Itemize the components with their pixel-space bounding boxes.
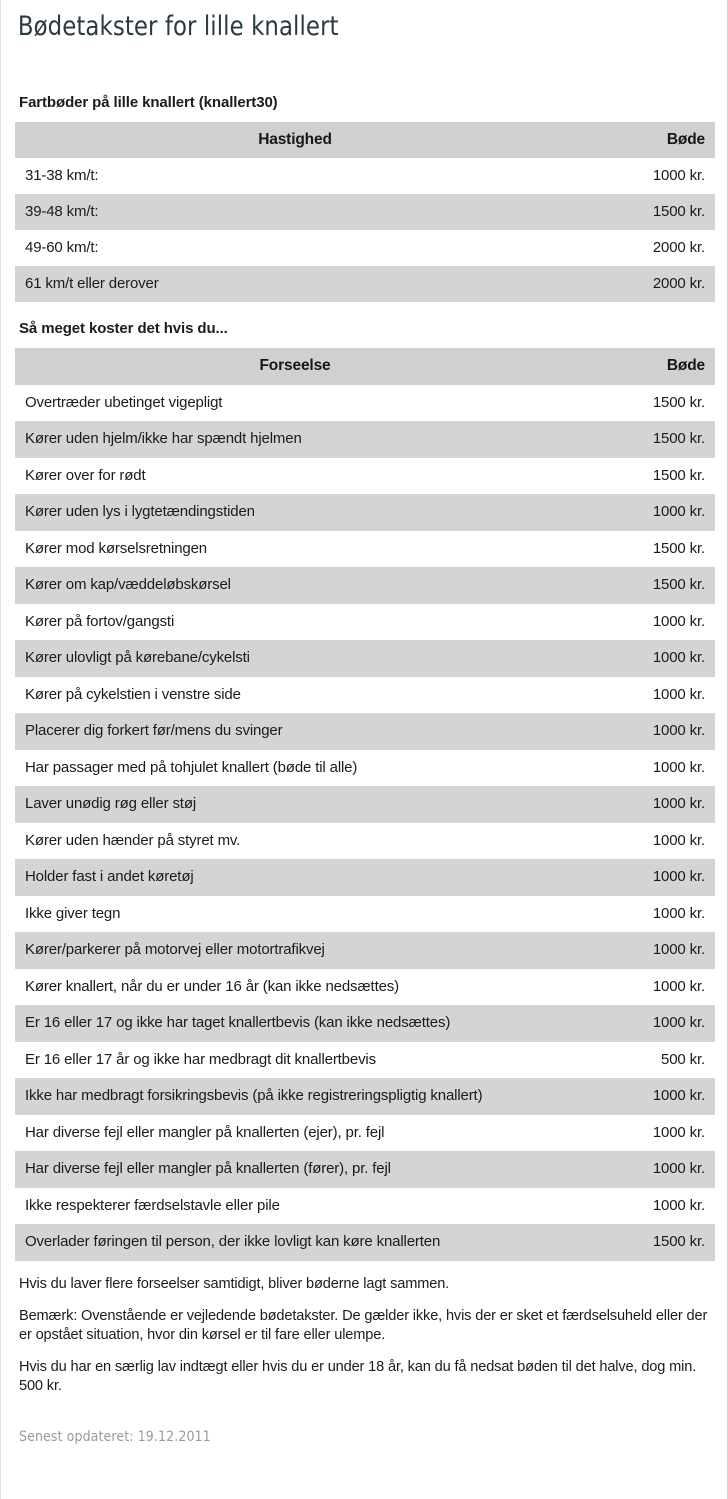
row-amount: 1000 kr. [575,750,715,787]
page-title: Bødetakster for lille knallert [17,11,339,42]
row-amount: 1000 kr. [575,823,715,860]
offence-table-body [15,385,715,1261]
table-row [15,859,715,896]
row-amount: 1000 kr. [575,1115,715,1152]
row-amount: 1000 kr. [575,896,715,933]
row-amount: 1000 kr. [575,1005,715,1042]
table-row [15,567,715,604]
row-description: 39-48 km/t: [15,194,575,230]
row-amount: 1000 kr. [575,786,715,823]
speed-table-head [15,122,715,158]
table-row [15,531,715,568]
row-amount: 1500 kr. [575,385,715,422]
row-description: Placerer dig forkert før/mens du svinger [15,713,575,750]
row-amount: 1000 kr. [575,1188,715,1225]
footer-notes [15,1261,713,1446]
row-amount: 1500 kr. [575,421,715,458]
row-description: Kører på cykelstien i venstre side [15,677,575,714]
row-description: Har diverse fejl eller mangler på knallerten (ejer), pr. fejl [15,1115,575,1152]
row-description: Ikke respekterer færdselstavle eller pile [15,1188,575,1225]
speed-section-heading: Fartbøder på lille knallert (knallert30) [19,94,278,111]
table-row [15,1042,715,1079]
row-description: Kører om kap/væddeløbskørsel [15,567,575,604]
table-header-row [15,122,715,158]
table-row [15,932,715,969]
row-amount: 1000 kr. [575,859,715,896]
table-row [15,713,715,750]
speed-table-body [15,158,715,302]
speed-fine-table [15,122,715,302]
row-description: Har passager med på tohjulet knallert (bøde til alle) [15,750,575,787]
table-row [15,158,715,194]
table-row [15,1188,715,1225]
row-description: Kører uden hænder på styret mv. [15,823,575,860]
row-amount: 1500 kr. [575,567,715,604]
table-row [15,1005,715,1042]
column-header-amount: Bøde [575,122,715,158]
row-amount: 1000 kr. [575,604,715,641]
table-row [15,266,715,302]
row-description: Kører over for rødt [15,458,575,495]
row-description: Kører/parkerer på motorvej eller motortrafikvej [15,932,575,969]
last-updated-text: Senest opdateret: 19.12.2011 [19,1428,211,1445]
row-amount: 1000 kr. [575,932,715,969]
table-row [15,385,715,422]
table-row [15,230,715,266]
row-description: Kører mod kørselsretningen [15,531,575,568]
offence-fine-table [15,348,715,1261]
table-row [15,604,715,641]
column-header-amount: Bøde [575,348,715,385]
row-description: Ikke giver tegn [15,896,575,933]
row-amount: 1500 kr. [575,1224,715,1261]
table-row [15,1224,715,1261]
note-disclaimer: Bemærk: Ovenstående er vejledende bødetakster. De gælder ikke, hvis der er sket et færdselsuheld eller der er opstået situation, hvor din kørsel er til fare eller ulempe. [19,1307,708,1343]
table-row [15,786,715,823]
table-row [15,421,715,458]
row-description: Har diverse fejl eller mangler på knallerten (fører), pr. fejl [15,1151,575,1188]
table-row [15,1115,715,1152]
column-header-offence: Forseelse [15,348,575,385]
row-amount: 1500 kr. [575,458,715,495]
row-description: Ikke har medbragt forsikringsbevis (på ikke registreringspligtig knallert) [15,1078,575,1115]
row-description: Overlader føringen til person, der ikke lovligt kan køre knallerten [15,1224,575,1261]
table-header-row [15,348,715,385]
table-row [15,1078,715,1115]
table-row [15,677,715,714]
row-description: Er 16 eller 17 og ikke har taget knallertbevis (kan ikke nedsættes) [15,1005,575,1042]
table-row [15,640,715,677]
page-content [1,0,727,1446]
offence-section-heading: Så meget koster det hvis du... [19,320,228,337]
row-amount: 1000 kr. [575,1078,715,1115]
row-amount: 1000 kr. [575,1151,715,1188]
row-amount: 1000 kr. [575,713,715,750]
note-reduction: Hvis du har en særlig lav indtægt eller hvis du er under 18 år, kan du få nedsat bøden til det halve, dog min. 500 kr. [19,1358,697,1394]
row-amount: 1000 kr. [575,494,715,531]
table-row [15,194,715,230]
row-description: Kører ulovligt på kørebane/cykelsti [15,640,575,677]
table-row [15,969,715,1006]
row-description: Kører knallert, når du er under 16 år (kan ikke nedsættes) [15,969,575,1006]
table-row [15,1151,715,1188]
table-row [15,896,715,933]
offence-table-head [15,348,715,385]
row-amount: 1500 kr. [575,531,715,568]
row-description: 61 km/t eller derover [15,266,575,302]
row-amount: 500 kr. [575,1042,715,1079]
row-description: Er 16 eller 17 år og ikke har medbragt dit knallertbevis [15,1042,575,1079]
row-description: Kører uden lys i lygtetændingstiden [15,494,575,531]
row-description: Kører på fortov/gangsti [15,604,575,641]
row-description: 31-38 km/t: [15,158,575,194]
row-amount: 2000 kr. [575,230,715,266]
table-row [15,750,715,787]
row-description: Overtræder ubetinget vigepligt [15,385,575,422]
row-amount: 1000 kr. [575,677,715,714]
row-amount: 2000 kr. [575,266,715,302]
row-amount: 1000 kr. [575,969,715,1006]
row-amount: 1000 kr. [575,158,715,194]
column-header-speed: Hastighed [15,122,575,158]
table-row [15,494,715,531]
row-description: 49-60 km/t: [15,230,575,266]
table-row [15,823,715,860]
note-combined-fines: Hvis du laver flere forseelser samtidigt, bliver bøderne lagt sammen. [19,1275,450,1292]
table-row [15,458,715,495]
row-description: Laver unødig røg eller støj [15,786,575,823]
row-amount: 1500 kr. [575,194,715,230]
row-description: Holder fast i andet køretøj [15,859,575,896]
row-description: Kører uden hjelm/ikke har spændt hjelmen [15,421,575,458]
row-amount: 1000 kr. [575,640,715,677]
